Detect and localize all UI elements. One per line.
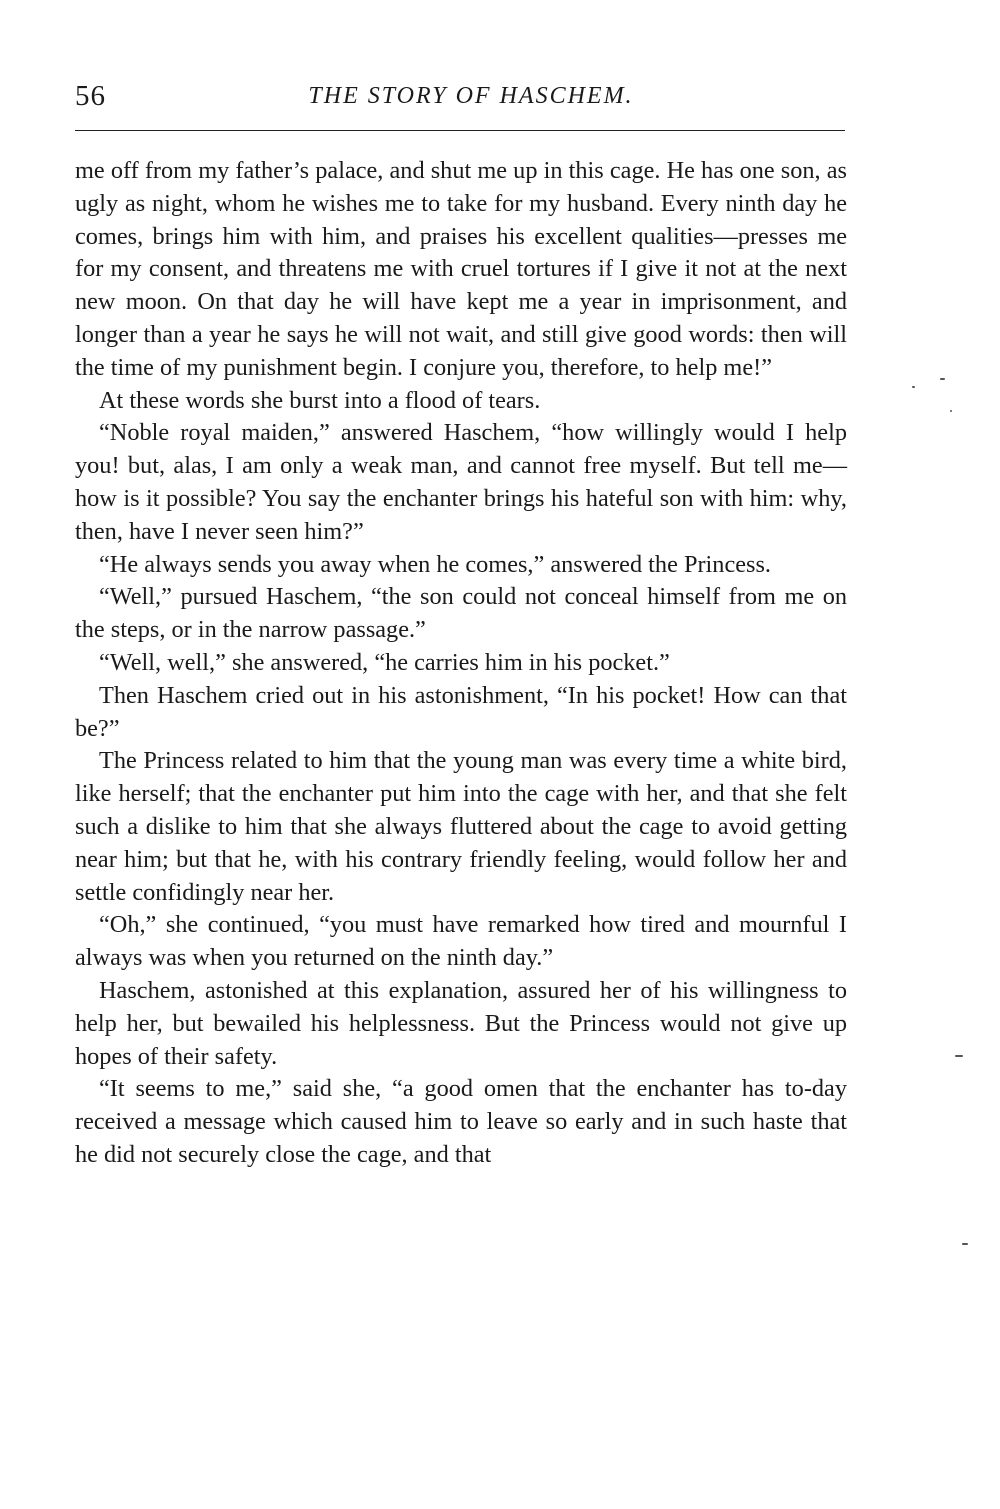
paragraph: “Oh,” she continued, “you must have remarked how tired and mournful I always was when you returned on the ninth day.”	[75, 911, 847, 972]
scan-speck	[912, 386, 915, 388]
paragraph: Haschem, astonished at this explanation, assured her of his willingness to help her, but bewailed his helplessness. But the Princess would not give up hopes of their safety.	[75, 976, 847, 1070]
paragraph: The Princess related to him that the young man was every time a white bird, like herself; that the enchanter put him into the cage with her, and that she felt such a dislike to him that she always fluttered about the cage to avoid getting near him; but that he, with his contrary friendly feeling, would follow her and settle confidingly near her.	[75, 747, 847, 906]
scan-speck	[955, 1055, 963, 1057]
paragraph: “He always sends you away when he comes,” answered the Princess.	[99, 550, 771, 578]
running-head: THE STORY OF HASCHEM.	[308, 83, 634, 109]
paragraph: “It seems to me,” said she, “a good omen that the enchanter has to-day received a message which caused him to leave so early and in such haste that he did not securely close the cage, and that	[75, 1075, 847, 1168]
scan-speck	[940, 378, 945, 380]
paragraph: “Well,” pursued Haschem, “the son could not conceal himself from me on the steps, or in the narrow passage.”	[75, 583, 847, 644]
paragraph: “Noble royal maiden,” answered Haschem, “how willingly would I help you! but, alas, I am only a weak man, and cannot free myself. But tell me—how is it possible? You say the enchanter brings his hateful son with him: why, then, have I never seen him?”	[75, 419, 847, 545]
header-rule	[75, 130, 845, 131]
body-text	[75, 155, 847, 1172]
paragraph: At these words she burst into a flood of tears.	[99, 386, 541, 414]
scan-speck	[962, 1243, 968, 1245]
paragraph: Then Haschem cried out in his astonishment, “In his pocket! How can that be?”	[75, 681, 847, 742]
scan-speck	[950, 410, 952, 412]
paragraph: me off from my father’s palace, and shut me up in this cage. He has one son, as ugly as night, whom he wishes me to take for my husband. Every ninth day he comes, brings him with him, and praises his excellent qualities—presses me for my consent, and threatens me with cruel tortures if I give it not at the next new moon. On that day he will have kept me a year in imprisonment, and longer than a year he says he will not wait, and still give good words: then will the time of my punishment begin. I conjure you, therefore, to help me!”	[75, 157, 847, 381]
page-number: 56	[75, 80, 106, 112]
page-header	[75, 80, 847, 120]
paragraph: “Well, well,” she answered, “he carries him in his pocket.”	[99, 648, 670, 676]
